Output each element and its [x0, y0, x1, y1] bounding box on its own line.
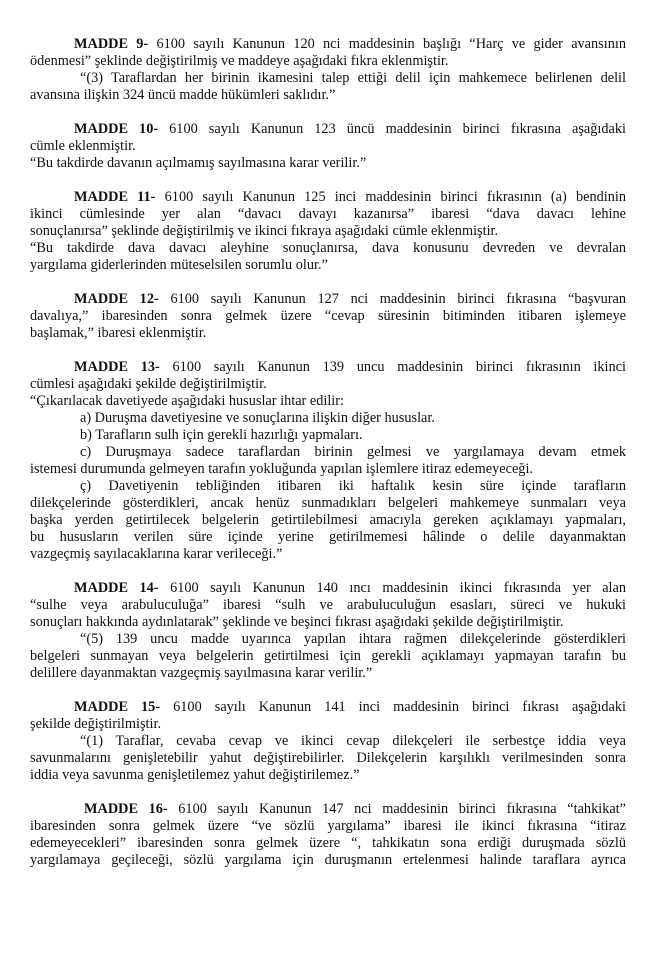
article-text: 6100 sayılı Kanunun 141 inci maddesinin birinci fıkrası aşağıdaki	[173, 699, 626, 715]
article-text: 6100 sayılı Kanunun 139 uncu maddesinin birinci fıkrasının ikinci	[172, 359, 626, 375]
article-text: 6100 sayılı Kanunun 120 nci maddesinin başlığı “Harç ve gider avansının	[156, 36, 626, 52]
article-heading: MADDE 15-	[74, 699, 161, 715]
article-first-line	[30, 291, 626, 308]
article-line: avansına ilişkin 324 üncü madde hükümleri saklıdır.”	[30, 87, 336, 103]
article-line: bu hususların verilen süre içinde yerine getirilmemesi hâlinde o delile dayanmaktan	[30, 529, 626, 545]
article-first-line	[30, 36, 626, 53]
article-first-line	[30, 801, 626, 818]
article-line: dilekçelerinde gösterdikleri, ancak henüz sunmadıkları belgeleri mahkemeye sunmaları veya	[30, 495, 626, 511]
article-line: a) Duruşma davetiyesine ve sonuçlarına ilişkin diğer hususlar.	[80, 410, 435, 426]
article-line: b) Tarafların sulh için gerekli hazırlığı yapmaları.	[80, 427, 363, 443]
article-line: ödenmesi” şeklinde değiştirilmiş ve maddeye aşağıdaki fıkra eklenmiştir.	[30, 53, 449, 69]
article-line: ibaresinden sonra gelmek üzere “ve sözlü yargılama” ibaresi ile ikinci fıkrasına “itiraz	[30, 818, 626, 834]
article-line: belgeleri sunmayan veya belgelerin getirtilmesi için gerekli açıklamayı yapmayan tarafın bu	[30, 648, 626, 664]
article-heading: MADDE 9-	[74, 36, 149, 52]
article-madde-14	[30, 580, 626, 682]
document-page	[30, 36, 626, 886]
article-line: istemesi durumunda gelmeyen tarafın yokluğunda yapılan işlemlere itiraz edemeyeceği.	[30, 461, 533, 477]
article-heading: MADDE 13-	[74, 359, 160, 375]
article-text: 6100 sayılı Kanunun 140 ıncı maddesinin ikinci fıkrasında yer alan	[170, 580, 627, 596]
article-line: sonuçları hakkında aydınlatarak” şeklinde ve beşinci fıkrası aşağıdaki şekilde değiştirilmiştir.	[30, 614, 564, 630]
article-madde-10	[30, 121, 626, 172]
article-madde-11	[30, 189, 626, 274]
article-heading: MADDE 11-	[74, 189, 156, 205]
article-text: 6100 sayılı Kanunun 127 nci maddesinin birinci fıkrasına “başvuran	[170, 291, 626, 307]
article-line: “(5) 139 uncu madde uyarınca yapılan ihtara rağmen dilekçelerinde gösterdikleri	[80, 631, 626, 647]
article-heading: MADDE 12-	[74, 291, 159, 307]
article-line: yargılama giderlerinden müteselsilen sorumlu olur.”	[30, 257, 328, 273]
article-madde-9	[30, 36, 626, 104]
article-line: yargılamaya geçileceği, sözlü yargılama için duruşmanın ertelenmesi halinde taraflara ayrıca	[30, 852, 626, 868]
article-line: başlamak,” ibaresi eklenmiştir.	[30, 325, 207, 341]
article-line: iddia veya savunma genişletilemez yahut değiştirilemez.”	[30, 767, 360, 783]
article-line: “Bu takdirde davanın açılmamış sayılmasına karar verilir.”	[30, 155, 367, 171]
article-line: şekilde değiştirilmiştir.	[30, 716, 162, 732]
article-first-line	[30, 359, 626, 376]
article-line: ç) Davetiyenin tebliğinden itibaren iki haftalık kesin süre içinde tarafların	[80, 478, 626, 494]
article-heading: MADDE 10-	[74, 121, 159, 137]
article-line: cümlesi aşağıdaki şekilde değiştirilmiştir.	[30, 376, 267, 392]
article-line: ikinci cümlesinde yer alan “davacı davayı kazanırsa” ibaresi “dava davacı lehine	[30, 206, 626, 222]
article-text: 6100 sayılı Kanunun 123 üncü maddesinin birinci fıkrasına aşağıdaki	[169, 121, 626, 137]
article-madde-16	[30, 801, 626, 869]
article-line: savunmalarını genişletebilir yahut değiştirebilirler. Dilekçelerin karşılıklı verilmesinden sonra	[30, 750, 626, 766]
article-line: delillere dayanmaktan vazgeçmiş sayılmasına karar verilir.”	[30, 665, 373, 681]
article-first-line	[30, 699, 626, 716]
article-heading: MADDE 14-	[74, 580, 159, 596]
article-line: edemeyecekleri” ibaresinden sonra gelmek üzere “, tahkikatın sona erdiği duruşmada sözlü	[30, 835, 626, 851]
article-heading: MADDE 16-	[84, 801, 168, 817]
article-line: sonuçlanırsa” şeklinde değiştirilmiş ve ikinci fıkraya aşağıdaki cümle eklenmiştir.	[30, 223, 499, 239]
article-line: başka yerden getirtilecek belgelerin getirtilebilmesi amacıyla gereken açıklamayı yapmaları,	[30, 512, 626, 528]
article-first-line	[30, 121, 626, 138]
article-text: 6100 sayılı Kanunun 125 inci maddesinin birinci fıkrasının (a) bendinin	[164, 189, 626, 205]
article-line: c) Duruşmaya sadece taraflardan birinin gelmesi ve yargılamaya devam etmek	[80, 444, 626, 460]
article-madde-15	[30, 699, 626, 784]
article-line: “(3) Taraflardan her birinin ikamesini talep ettiği delil için mahkemece belirlenen delil	[80, 70, 626, 86]
article-line: davalıya,” ibaresinden sonra gelmek üzere “cevap süresinin bitiminden itibaren işlemeye	[30, 308, 626, 324]
article-text: 6100 sayılı Kanunun 147 nci maddesinin birinci fıkrasına “tahkikat”	[178, 801, 627, 817]
article-first-line	[30, 189, 626, 206]
article-madde-13	[30, 359, 626, 563]
article-line: “Çıkarılacak davetiyede aşağıdaki hususlar ihtar edilir:	[30, 393, 345, 409]
article-first-line	[30, 580, 626, 597]
article-line: “sulhe veya arabuluculuğa” ibaresi “sulh ve arabuluculuğun esasları, süreci ve hukuki	[30, 597, 626, 613]
article-madde-12	[30, 291, 626, 342]
article-line: vazgeçmiş sayılacaklarına karar verileceği.”	[30, 546, 283, 562]
article-line: “(1) Taraflar, cevaba cevap ve ikinci cevap dilekçeleri ile serbestçe iddia veya	[80, 733, 626, 749]
article-line: cümle eklenmiştir.	[30, 138, 136, 154]
article-line: “Bu takdirde dava davacı aleyhine sonuçlanırsa, dava konusunu devreden ve devralan	[30, 240, 626, 256]
